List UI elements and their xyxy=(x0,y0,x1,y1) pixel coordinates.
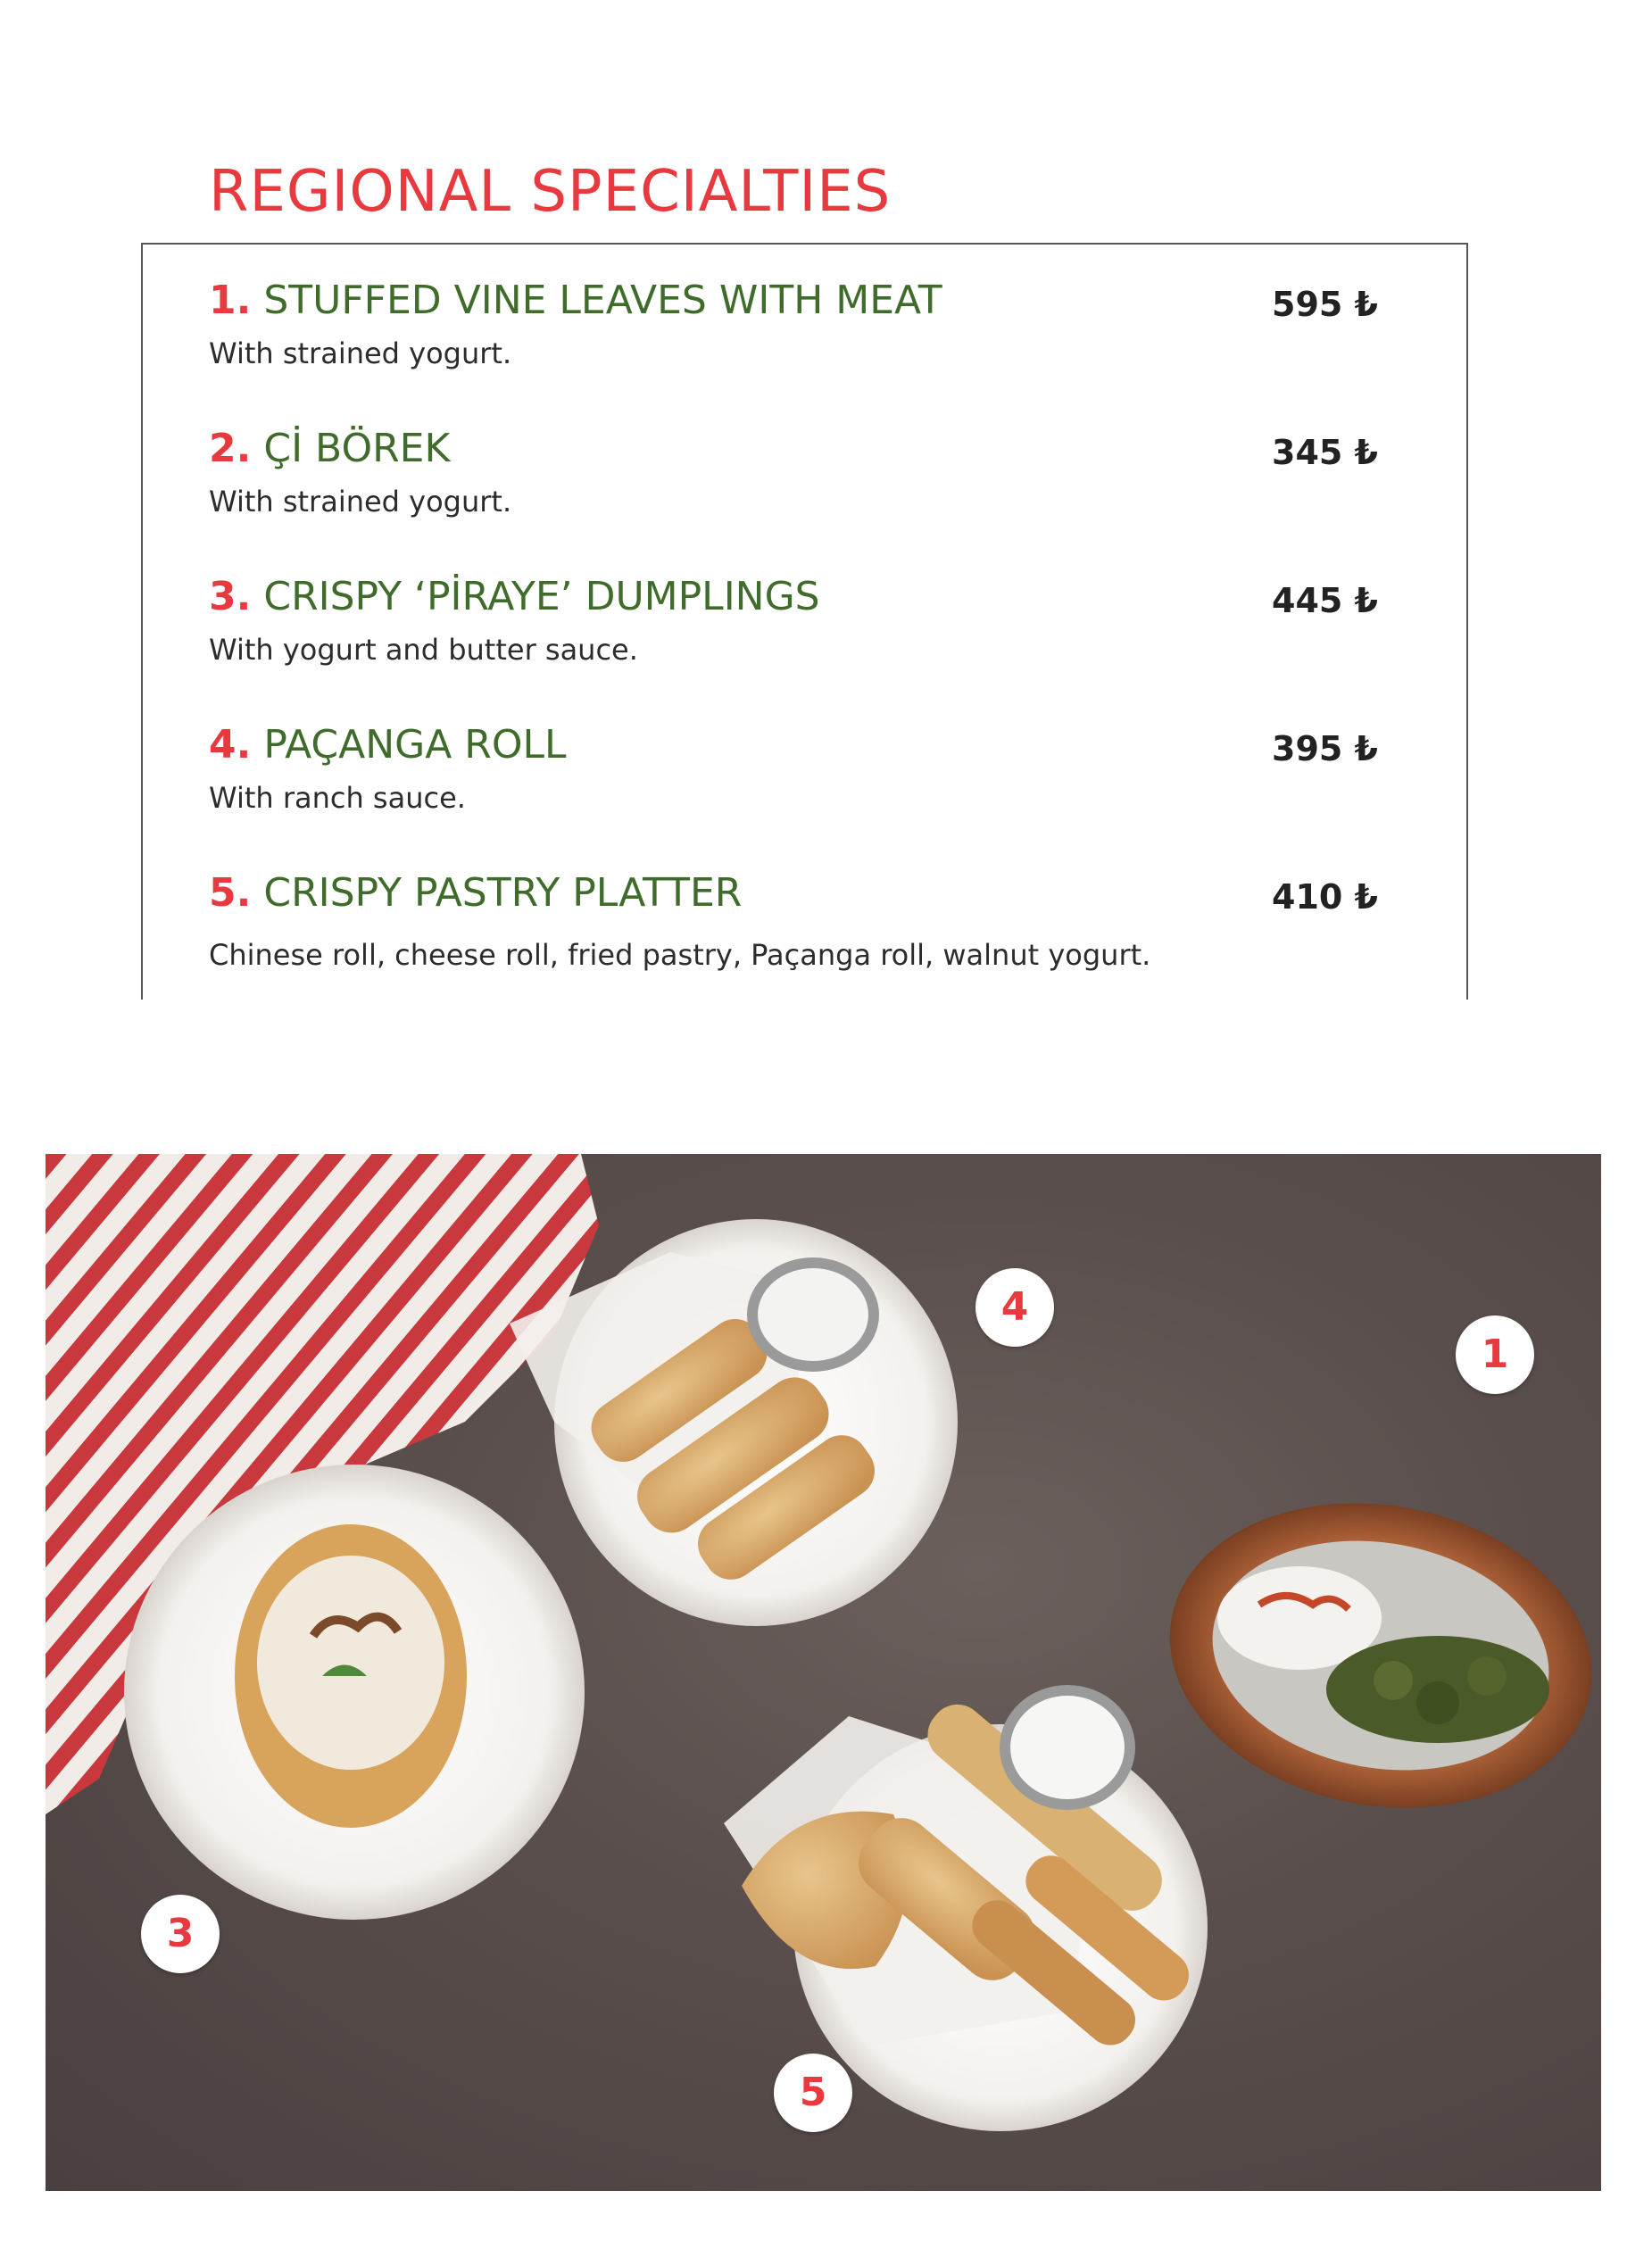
food-illustration xyxy=(46,1154,1601,2191)
menu-item xyxy=(209,722,1378,815)
item-price: 345 ₺ xyxy=(1272,433,1378,472)
item-description: With yogurt and butter sauce. xyxy=(209,633,638,667)
vine-leaf xyxy=(1374,1661,1413,1700)
item-name xyxy=(209,426,1378,471)
menu-item xyxy=(209,574,1378,667)
item-description: With strained yogurt. xyxy=(209,485,512,519)
menu-item xyxy=(209,870,1378,972)
section-title: REGIONAL SPECIALTIES xyxy=(209,159,892,225)
item-name xyxy=(209,574,1378,619)
vine-leaf xyxy=(1416,1681,1459,1724)
item-description: Chinese roll, cheese roll, fried pastry, Paçanga roll, walnut yogurt. xyxy=(209,938,1151,972)
item-name xyxy=(209,722,1378,768)
item-title: CRISPY ‘PİRAYE’ DUMPLINGS xyxy=(263,574,820,619)
item-number: 1. xyxy=(209,278,252,323)
yogurt-topping xyxy=(257,1556,444,1770)
item-price: 410 ₺ xyxy=(1272,877,1378,917)
item-price: 595 ₺ xyxy=(1272,285,1378,324)
item-number: 3. xyxy=(209,574,252,619)
menu-item xyxy=(209,278,1378,370)
ranch-sauce xyxy=(758,1268,868,1361)
item-price: 445 ₺ xyxy=(1272,581,1378,620)
item-title: STUFFED VINE LEAVES WITH MEAT xyxy=(263,278,942,323)
item-description: With ranch sauce. xyxy=(209,781,466,815)
menu-item xyxy=(209,426,1378,519)
item-number: 4. xyxy=(209,722,252,768)
walnut-yogurt xyxy=(1010,1696,1125,1799)
vine-leaf xyxy=(1467,1656,1507,1696)
photo-badge: 3 xyxy=(141,1895,220,1973)
item-name xyxy=(209,278,1378,323)
photo-badge: 4 xyxy=(975,1268,1054,1347)
item-number: 2. xyxy=(209,426,252,471)
photo-badge: 1 xyxy=(1456,1315,1534,1394)
photo-badge: 5 xyxy=(774,2054,852,2132)
item-title: PAÇANGA ROLL xyxy=(263,722,567,768)
item-name xyxy=(209,870,1378,916)
item-price: 395 ₺ xyxy=(1272,729,1378,768)
item-description: With strained yogurt. xyxy=(209,336,512,370)
food-photo xyxy=(46,1154,1601,2191)
item-title: CRISPY PASTRY PLATTER xyxy=(263,870,743,916)
item-number: 5. xyxy=(209,870,252,916)
item-title: Çİ BÖREK xyxy=(263,426,451,471)
